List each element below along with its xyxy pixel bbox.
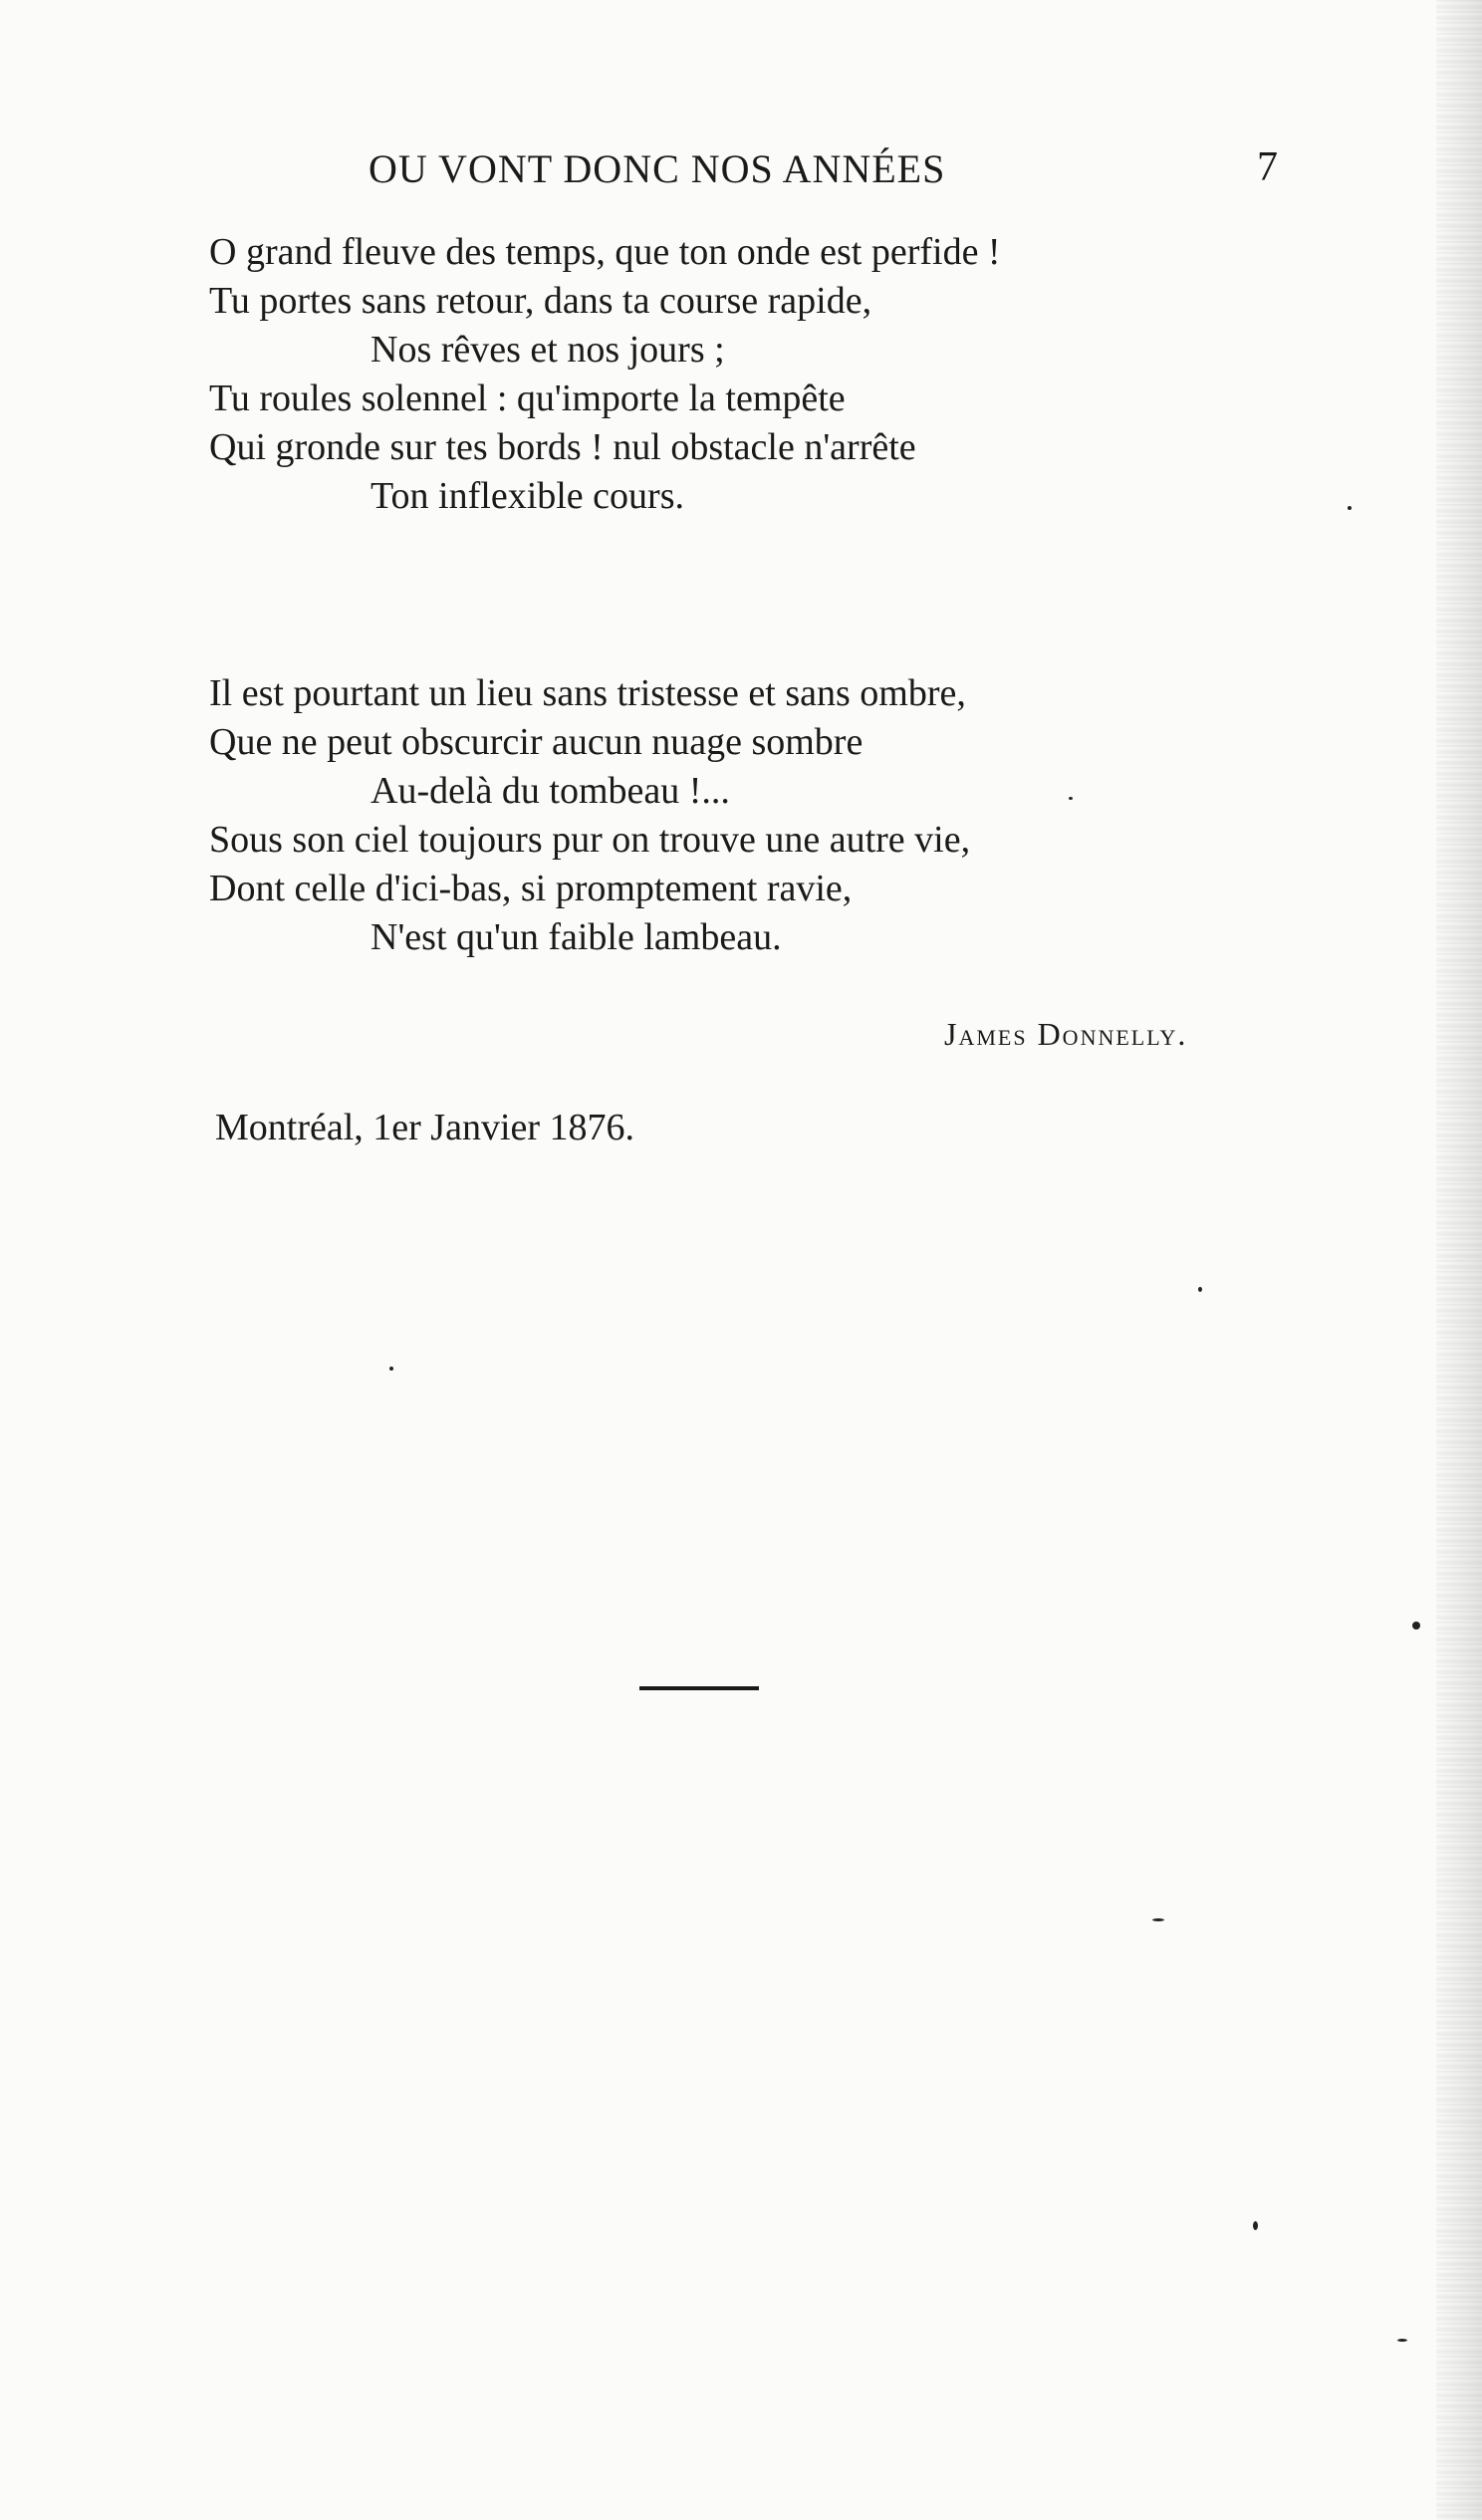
scan-speck bbox=[1397, 2339, 1407, 2342]
running-title: OU VONT DONC NOS ANNÉES bbox=[369, 146, 946, 191]
dateline: Montréal, 1er Janvier 1876. bbox=[215, 1107, 635, 1148]
scan-speck bbox=[1069, 797, 1073, 800]
poem-line: N'est qu'un faible lambeau. bbox=[370, 916, 782, 958]
poem-line: Il est pourtant un lieu sans tristesse et sans ombre, bbox=[209, 672, 966, 714]
scan-speck bbox=[1198, 1287, 1202, 1292]
poem-line: Que ne peut obscurcir aucun nuage sombre bbox=[209, 721, 864, 763]
page-number: 7 bbox=[1257, 144, 1278, 190]
scan-speck bbox=[1412, 1622, 1420, 1630]
poem-line: Tu roules solennel : qu'importe la tempête bbox=[209, 378, 846, 419]
poem-line: Qui gronde sur tes bords ! nul obstacle n'arrête bbox=[209, 426, 916, 468]
poem-stanza-1 bbox=[209, 228, 1001, 521]
page-edge bbox=[1436, 0, 1482, 2520]
poem-line: Nos rêves et nos jours ; bbox=[370, 329, 725, 371]
scan-speck bbox=[1348, 506, 1352, 510]
poem-line: Ton inflexible cours. bbox=[370, 475, 684, 517]
scan-speck bbox=[1253, 2221, 1258, 2230]
poem-line: Dont celle d'ici-bas, si promptement ravie, bbox=[209, 868, 853, 909]
end-rule bbox=[639, 1686, 759, 1690]
poem-line: Au-delà du tombeau !... bbox=[370, 770, 730, 812]
author-signature: James Donnelly. bbox=[944, 1016, 1188, 1052]
poem-stanza-2 bbox=[209, 669, 970, 962]
scan-speck bbox=[389, 1367, 393, 1371]
scan-speck bbox=[1152, 1918, 1164, 1921]
poem-line: Sous son ciel toujours pur on trouve une autre vie, bbox=[209, 819, 971, 861]
poem-line: Tu portes sans retour, dans ta course rapide, bbox=[209, 280, 872, 322]
poem-line: O grand fleuve des temps, que ton onde est perfide ! bbox=[209, 231, 1001, 273]
